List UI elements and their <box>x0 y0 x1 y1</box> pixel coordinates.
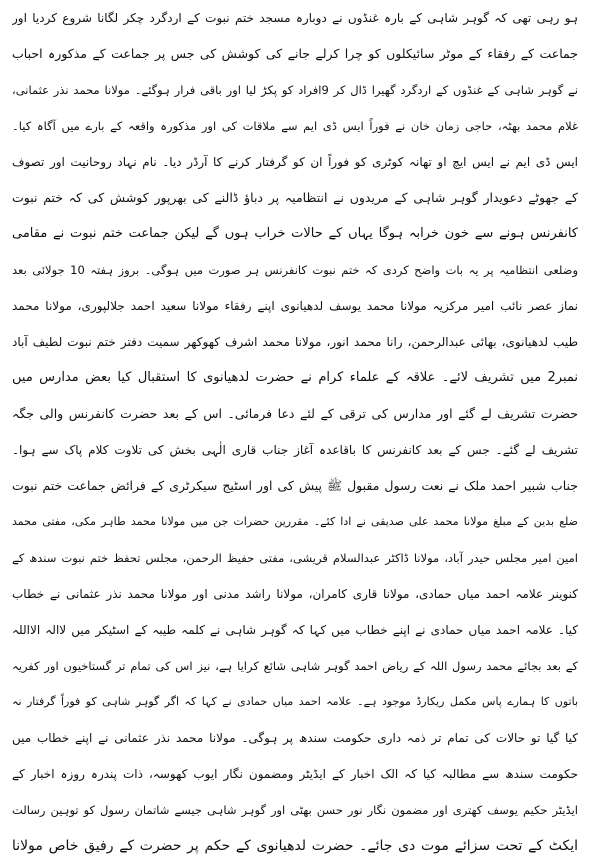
text-line: حضرت تشریف لے گئے اور مدارس کی ترقی کے لئے دعا فرمائی۔ اس کے بعد حضرت کانفرنس والی جگہ <box>12 406 578 421</box>
text-line: ایکٹ کے تحت سزائے موت دی جائے۔ حضرت لدھیانوی کے حکم پر حضرت کے رفیق خاص مولانا <box>12 838 578 854</box>
text-line: کانفرنس ہونے سے خون خرابہ ہوگا یہاں کے حالات خراب ہوں گے لیکن جماعت ختم نبوت نے مقامی <box>12 226 578 241</box>
text-line: ایڈیٹر حکیم یوسف کھتری اور مضمون نگار نور حسن بھٹی اور گوہر شاہی جیسے شاتمان رسول کو توہین رسالت <box>12 803 578 817</box>
text-line: نماز عصر نائب امیر مرکزیہ مولانا محمد یوسف لدھیانوی اپنے رفقاء مولانا سعید احمد جلالپوری، مولانا محمد <box>12 299 578 313</box>
text-line: ضلع بدین کے مبلغ مولانا محمد علی صدیقی نے ادا کئے۔ مقررین حضرات جن میں مولانا محمد طاہر مکی، مفتی محمد <box>12 515 578 528</box>
text-line: جماعت کے رفقاء کے موٹر سائیکلوں کو چرا کرلے جانے کی کوشش کی جس پر جماعت کے مذکورہ احباب <box>12 46 578 61</box>
text-line: حکومت سندھ سے مطالبہ کیا کہ الک اخبار کے ایڈیٹر ومضمون نگار ایوب کھوسہ، ذات پندرہ روزہ اخبار کے <box>12 767 578 781</box>
text-line: کیا۔ علامہ احمد میاں حمادی نے اپنے خطاب میں کہا کہ گوہر شاہی نے کلمہ طیبہ کے اسٹیکر میں لاالہ الااللہ <box>12 623 578 637</box>
text-line: غلام محمد بھٹہ، حاجی زمان خان نے فوراً ایس ڈی ایم سے ملاقات کی اور مذکورہ واقعہ کے بارے میں آگاہ کیا۔ <box>12 119 578 133</box>
text-line: وضلعی انتظامیہ پر یہ بات واضح کردی کہ ختم نبوت کانفرنس ہر صورت میں ہوگی۔ بروز ہفتہ 10 جولائی بعد <box>12 263 578 277</box>
text-line: نمبر2 میں تشریف لائے۔ علاقہ کے علماء کرام نے حضرت لدھیانوی کا استقبال کیا بعض مدارس میں <box>12 370 578 385</box>
article-text <box>12 0 578 864</box>
text-line: کیا گیا تو حالات کی تمام تر ذمہ داری حکومت سندھ پر ہوگی۔ مولانا محمد نذر عثمانی نے اپنے خطاب میں <box>12 731 578 745</box>
text-line: کے بعد بجائے محمد رسول اللہ کے ریاض احمد گوہر شاہی شائع کرایا ہے، نیز اس کی تمام تر گستاخیوں اور کفریہ <box>12 659 578 673</box>
text-line: جناب شبیر احمد ملک نے نعت رسول مقبول ﷺ پیش کی اور اسٹیج سیکرٹری کے فرائض جماعت ختم نبوت <box>12 478 578 493</box>
text-line: نے گوہر شاہی کے غنڈوں کے اردگرد گھیرا ڈال کر 9افراد کو پکڑ لیا اور باقی فرار ہوگئے۔ مولانا محمد نذر عثمانی، <box>12 83 578 97</box>
text-line: کے جھوٹے دعویدار گوہر شاہی کے مریدوں نے انتظامیہ پر دباؤ ڈالنے کی بھرپور کوشش کی کہ ختم نبوت <box>12 190 578 205</box>
text-line: باتوں کا ہمارے پاس مکمل ریکارڈ موجود ہے۔ علامہ احمد میاں حمادی نے کہا کہ اگر گوہر شاہی کو فوراً گرفتار نہ <box>12 695 578 708</box>
text-line: طیب لدھیانوی، بھائی عبدالرحمن، رانا محمد انور، مولانا محمد اشرف کھوکھر سمیت دفتر ختم نبوت لطیف آباد <box>12 335 578 349</box>
text-line: امین امیر مجلس حیدر آباد، مولانا ڈاکٹر عبدالسلام قریشی، مفتی حفیظ الرحمن، مجلس تحفظ ختم نبوت سندھ کے <box>12 551 578 565</box>
text-line: ایس ڈی ایم نے ایس ایچ او تھانہ کوٹری کو فوراً ان کو گرفتار کرنے کا آرڈر دیا۔ نام نہاد روحانیت اور تصوف <box>12 155 578 169</box>
text-line: ہو رہی تھی کہ گوہر شاہی کے بارہ غنڈوں نے دوبارہ مسجد ختم نبوت کے اردگرد چکر لگانا شروع کردیا اور <box>12 11 578 25</box>
text-line: کنوینر علامہ احمد میاں حمادی، مولانا قاری کامران، مولانا راشد مدنی اور مولانا محمد نذر عثمانی نے خطاب <box>12 587 578 601</box>
text-line: تشریف لے گئے۔ جس کے بعد کانفرنس کا باقاعدہ آغاز جناب قاری الٰہی بخش کی تلاوت کلام پاک سے ہوا۔ <box>12 443 578 457</box>
